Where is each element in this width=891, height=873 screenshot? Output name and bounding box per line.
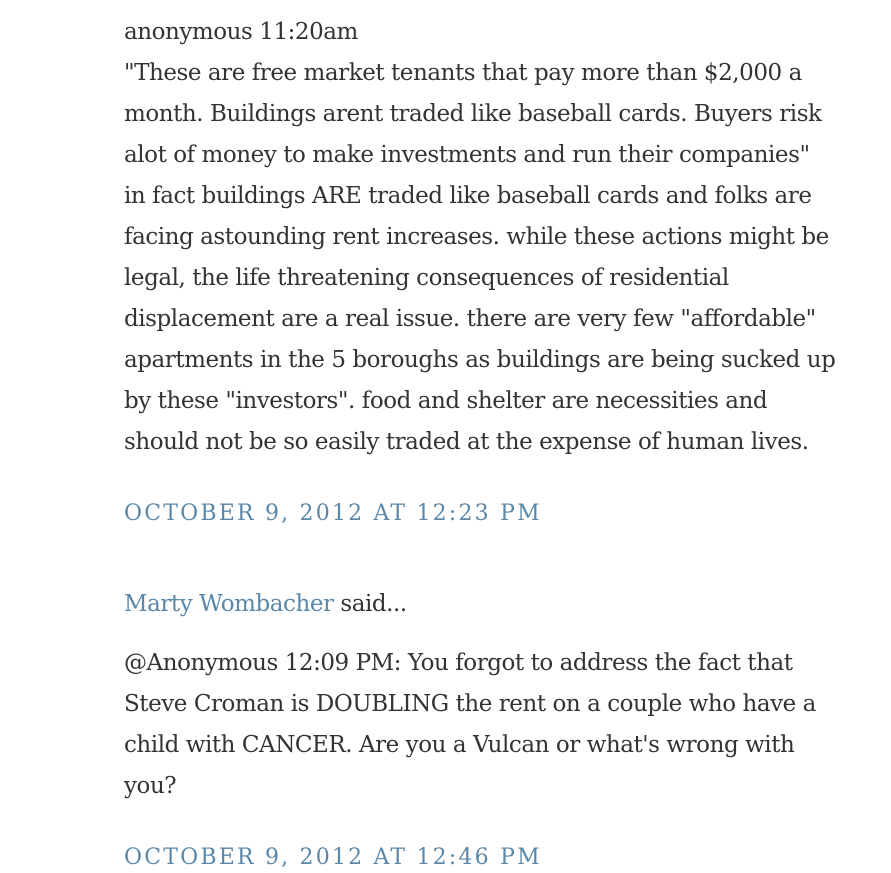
- comment-timestamp-link[interactable]: OCTOBER 9, 2012 AT 12:23 PM: [124, 501, 542, 526]
- comment-body: [124, 643, 854, 807]
- comment-line: in fact buildings ARE traded like baseball cards and folks are: [124, 183, 812, 209]
- comment-line: "These are free market tenants that pay more than $2,000 a: [124, 60, 802, 86]
- comment-author-line: [124, 589, 854, 619]
- comment-line: facing astounding rent increases. while these actions might be: [124, 224, 829, 250]
- comment-line: month. Buildings arent traded like baseball cards. Buyers risk: [124, 101, 822, 127]
- comment-line: anonymous 11:20am: [124, 19, 358, 45]
- comment-line: you?: [124, 773, 177, 799]
- comment-line: by these "investors". food and shelter are necessities and: [124, 388, 768, 414]
- comments-section: [124, 12, 854, 873]
- comment: [124, 12, 854, 529]
- comment-body: [124, 12, 854, 463]
- comment-line: alot of money to make investments and run their companies": [124, 142, 810, 168]
- comment-timestamp-link[interactable]: OCTOBER 9, 2012 AT 12:46 PM: [124, 845, 542, 870]
- comment-line: displacement are a real issue. there are very few "affordable": [124, 306, 816, 332]
- comment-line: legal, the life threatening consequences of residential: [124, 265, 729, 291]
- comment-author-link[interactable]: Marty Wombacher: [124, 591, 334, 617]
- said-label: said...: [333, 591, 407, 617]
- comment-line: child with CANCER. Are you a Vulcan or what's wrong with: [124, 732, 795, 758]
- comment-line: @Anonymous 12:09 PM: You forgot to address the fact that: [124, 650, 793, 676]
- comment: [124, 589, 854, 873]
- comment-line: Steve Croman is DOUBLING the rent on a couple who have a: [124, 691, 816, 717]
- comment-line: should not be so easily traded at the expense of human lives.: [124, 429, 809, 455]
- comment-line: apartments in the 5 boroughs as buildings are being sucked up: [124, 347, 836, 373]
